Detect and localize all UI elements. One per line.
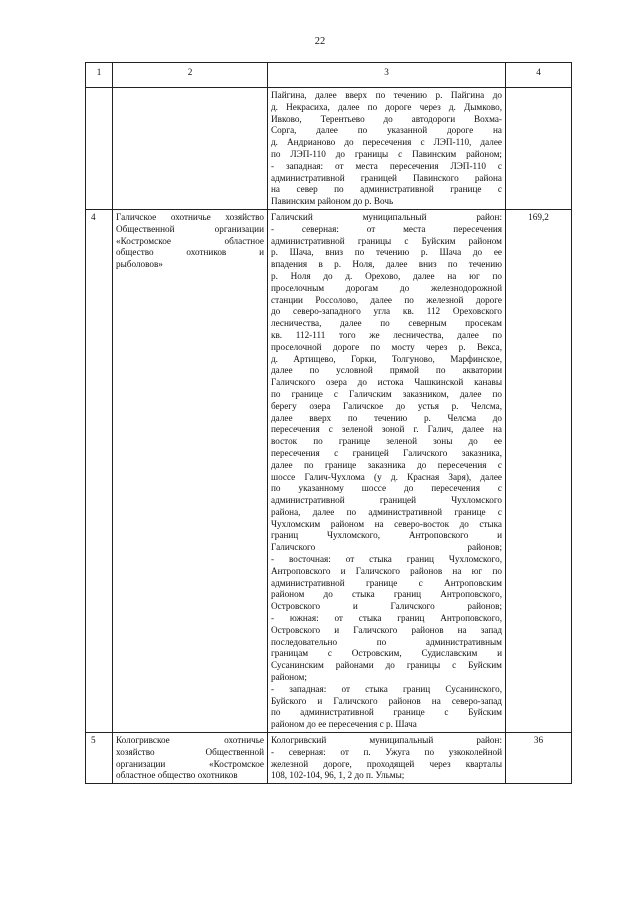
hunting-grounds-table xyxy=(85,62,572,784)
boundary-description-line: Сусанинским районами до границы с Буйским xyxy=(271,660,502,671)
column-header: 1 xyxy=(86,63,113,88)
boundary-description xyxy=(268,209,506,732)
boundary-description-line: последовательно по административным xyxy=(271,636,502,647)
area-value xyxy=(506,88,572,210)
column-header: 3 xyxy=(268,63,506,88)
boundary-description-line: по ЛЭП-110 до границы с Павинским районом; xyxy=(271,148,502,159)
row-number: 4 xyxy=(86,209,113,732)
boundary-description-line: Сорга, далее по указанной дороге на xyxy=(271,125,502,136)
boundary-description-line: шоссе Галич-Чухлома (у д. Красная Заря), далее xyxy=(271,471,502,482)
boundary-description-line: административной границей Чухломского xyxy=(271,495,502,506)
table-row xyxy=(86,209,572,732)
boundary-description-line: Павинским районом до р. Вочь xyxy=(271,196,394,207)
boundary-description-line: административной границы с Буйским районом xyxy=(271,235,502,246)
row-number: 5 xyxy=(86,733,113,784)
boundary-description-line: пересечения с зеленой зоной г. Галич, далее на xyxy=(271,424,502,435)
organization-name xyxy=(113,88,268,210)
table-row xyxy=(86,88,572,210)
organization-name-line: «Костромское областное xyxy=(116,235,264,246)
boundary-description-line: районом до ее пересечения с р. Шача xyxy=(271,719,417,730)
area-value: 36 xyxy=(506,733,572,784)
boundary-description-line: Чухломским районом на северо-восток до стыка xyxy=(271,518,502,529)
boundary-description-line: Галичский муниципальный район: xyxy=(271,211,502,222)
boundary-description-line: границ Чухломского, Антроповского и xyxy=(271,530,502,541)
boundary-description-line: далее вверх по течению р. Челсма до xyxy=(271,412,502,423)
boundary-description-line: по границе с Галичским заказником, далее по xyxy=(271,388,502,399)
boundary-description-line: - западная: от стыка границ Сусанинского, xyxy=(271,683,502,694)
boundary-description-line: берегу озера Галичское до устья р. Челсма, xyxy=(271,400,502,411)
boundary-description-line: Островского и Галичского районов; xyxy=(271,601,502,612)
boundary-description-line: районом; xyxy=(271,672,307,683)
boundary-description-line: на север по административной границе с xyxy=(271,184,502,195)
boundary-description-line: районом до стыка границ Антроповского, xyxy=(271,589,502,600)
boundary-description-line: района, далее по административной границе с xyxy=(271,506,502,517)
boundary-description-line: станции Россолово, далее по железной дороге xyxy=(271,294,502,305)
organization-name-line: рыболовов» xyxy=(116,259,163,270)
boundary-description-line: административной границе с Антроповским xyxy=(271,577,502,588)
boundary-description-line: Пайгина, далее вверх по течению р. Пайгина до xyxy=(271,90,502,100)
organization-name xyxy=(113,209,268,732)
organization-name-line: областное общество охотников xyxy=(116,770,238,781)
organization-name-line: общество охотников и xyxy=(116,247,264,258)
table-row xyxy=(86,733,572,784)
boundary-description-line: впадения в р. Ноля, далее вниз по течению xyxy=(271,259,502,270)
boundary-description-line: Кологривский муниципальный район: xyxy=(271,735,502,746)
table-header-row xyxy=(86,63,572,88)
boundary-description-line: 108, 102-104, 96, 1, 2 до п. Ульмы; xyxy=(271,770,405,781)
boundary-description-line: - южная: от стыка границ Антроповского, xyxy=(271,613,502,624)
organization-name-line: хозяйство Общественной xyxy=(116,746,264,757)
boundary-description-line: р. Ноля до д. Орехово, далее на юг по xyxy=(271,270,502,281)
boundary-description-line: восток по границе зеленой зоны до ее xyxy=(271,436,502,447)
organization-name-line: Галичское охотничье хозяйство xyxy=(116,211,264,222)
boundary-description xyxy=(268,733,506,784)
organization-name-line: Кологривское охотничье xyxy=(116,735,264,746)
organization-name xyxy=(113,733,268,784)
boundary-description-line: железной дороге, проходящей через кварталы xyxy=(271,758,502,769)
boundary-description-line: Антроповского и Галичского районов на юг по xyxy=(271,565,502,576)
boundary-description-line: Островского и Галичского районов на запад xyxy=(271,624,502,635)
boundary-description-line: пересечения с границей Галичского заказника, xyxy=(271,447,502,458)
boundary-description-line: проселочным дорогам до железнодорожной xyxy=(271,282,502,293)
boundary-description-line: - северная: от места пересечения xyxy=(271,223,502,234)
boundary-description-line: далее по условной прямой по акватории xyxy=(271,365,502,376)
column-header: 4 xyxy=(506,63,572,88)
boundary-description-line: д. Андрианово до пересечения с ЛЭП-110, далее xyxy=(271,137,502,148)
boundary-description-line: по административной границе с Буйским xyxy=(271,707,502,718)
boundary-description-line: - западная: от места пересечения ЛЭП-110 с xyxy=(271,160,502,171)
boundary-description-line: р. Шача, вниз по течению р. Шача до ее xyxy=(271,247,502,258)
boundary-description-line: до северо-западного угла кв. 112 Ореховского xyxy=(271,306,502,317)
boundary-description-line: Галичского районов; xyxy=(271,542,502,553)
column-header: 2 xyxy=(113,63,268,88)
row-number xyxy=(86,88,113,210)
boundary-description-line: границам с Островским, Судиславским и xyxy=(271,648,502,659)
area-value: 169,2 xyxy=(506,209,572,732)
boundary-description-line: д. Некрасиха, далее по дороге через д. Дымково, xyxy=(271,101,502,112)
boundary-description-line: д. Артищево, Горки, Толгуново, Марфинское, xyxy=(271,353,502,364)
organization-name-line: организации «Костромское xyxy=(116,758,264,769)
boundary-description-line: далее по границе заказника до пересечения с xyxy=(271,459,502,470)
page-number: 22 xyxy=(314,36,326,47)
boundary-description-line: Буйского и Галичского районов на северо-запад xyxy=(271,695,502,706)
boundary-description-line: кв. 112-111 того же лесничества, далее по xyxy=(271,329,502,340)
boundary-description-line: по указанному шоссе до пересечения с xyxy=(271,483,502,494)
boundary-description-line: Ивково, Терентьево до автодороги Вохма- xyxy=(271,113,502,124)
organization-name-line: Общественной организации xyxy=(116,223,264,234)
boundary-description-line: Галичского озера до истока Чашкинской канавы xyxy=(271,377,502,388)
boundary-description-line: лесничества, далее по северным просекам xyxy=(271,318,502,329)
boundary-description xyxy=(268,88,506,210)
boundary-description-line: проселочной дороге по мосту через р. Векса, xyxy=(271,341,502,352)
boundary-description-line: административной границей Павинского района xyxy=(271,172,502,183)
boundary-description-line: - северная: от п. Ужуга по узкоколейной xyxy=(271,746,502,757)
boundary-description-line: - восточная: от стыка границ Чухломского, xyxy=(271,554,502,565)
